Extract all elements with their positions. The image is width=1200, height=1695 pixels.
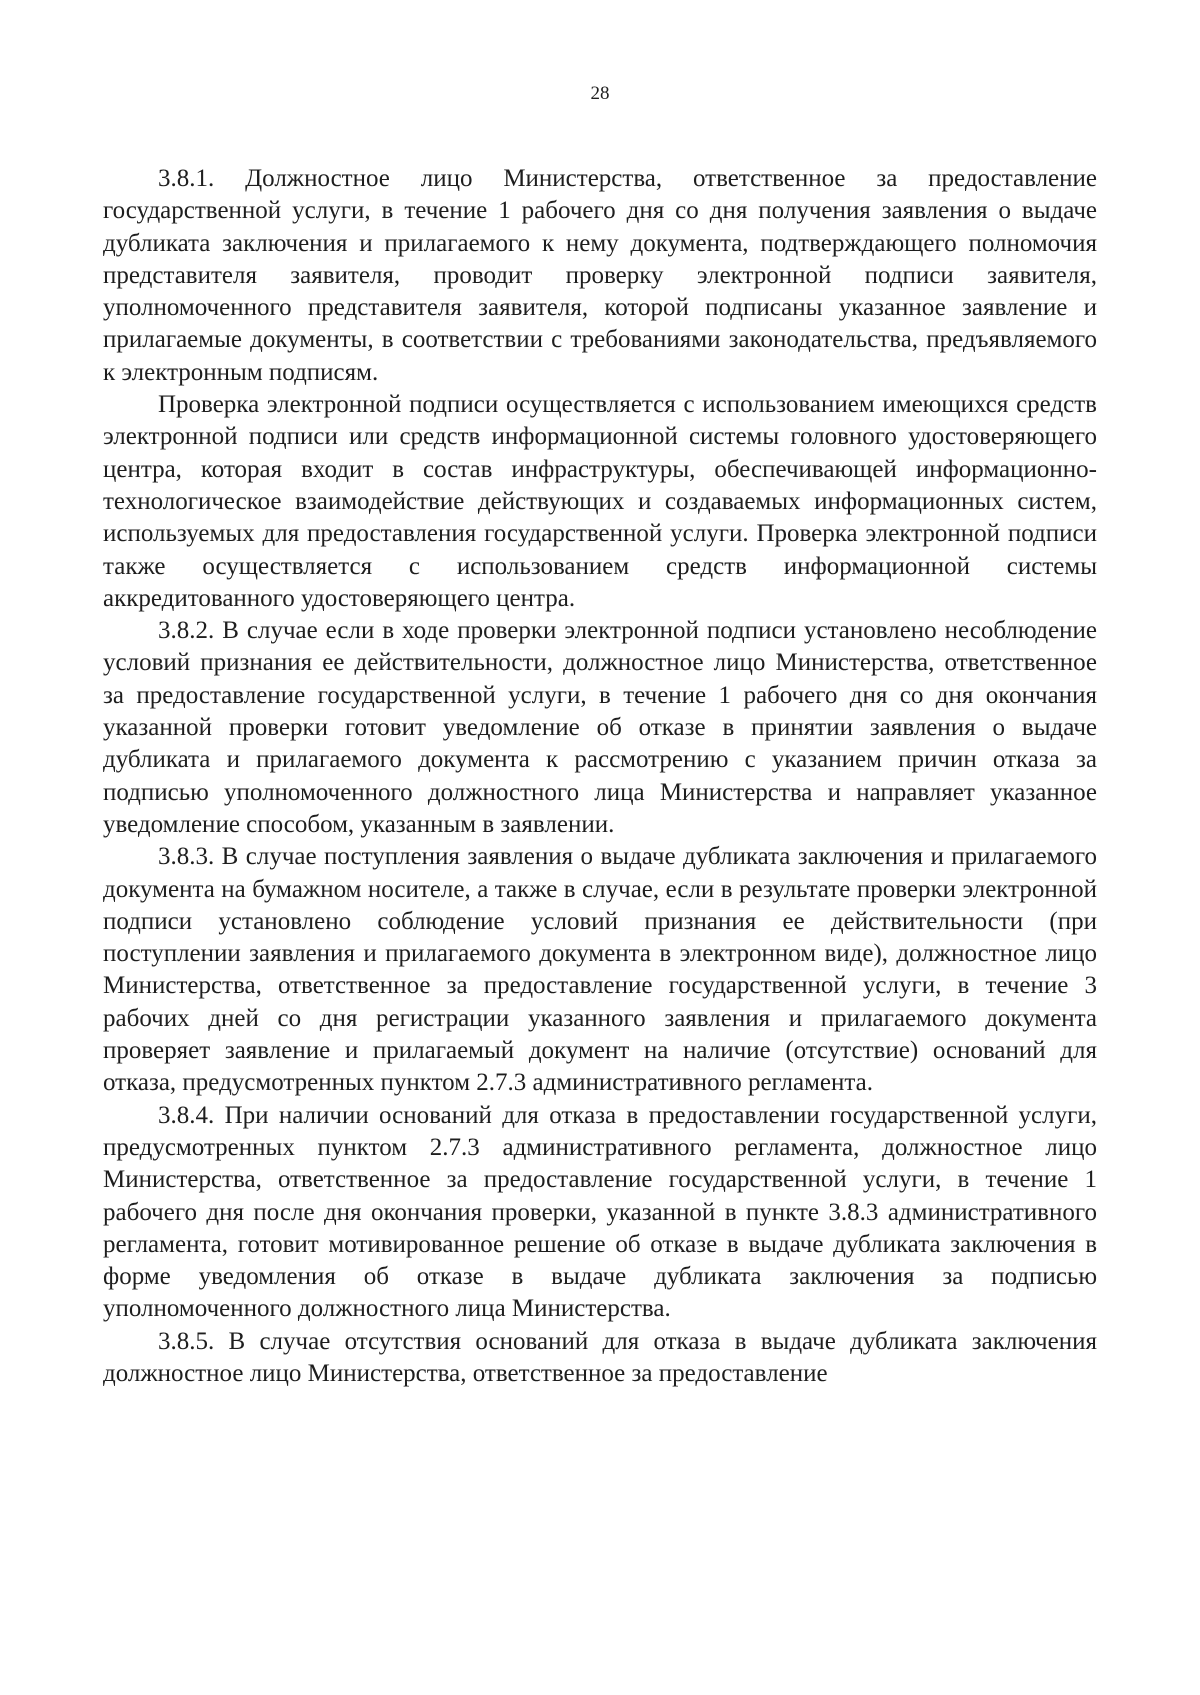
paragraph-signature-check: Проверка электронной подписи осуществляется с использованием имеющихся средств электронной подписи или средств информационной системы головного удостоверяющего центра, которая входит в состав инфраструктуры, обеспечивающей информационно-технологическое взаимодействие действующих и создаваемых информационных систем, используемых для предоставления государственной услуги. Проверка электронной подписи также осуществляется с использованием средств информационной системы аккредитованного удостоверяющего центра. xyxy=(103,391,1097,612)
page-number: 28 xyxy=(590,83,610,104)
document-body xyxy=(103,163,1097,1390)
paragraph-3-8-4: 3.8.4. При наличии оснований для отказа в предоставлении государственной услуги, предусмотренных пунктом 2.7.3 административного регламента, должностное лицо Министерства, ответственное за предоставление государственной услуги, в течение 1 рабочего дня после дня окончания проверки, указанной в пункте 3.8.3 административного регламента, готовит мотивированное решение об отказе в выдаче дубликата заключения в форме уведомления об отказе в выдаче дубликата заключения за подписью уполномоченного должностного лица Министерства. xyxy=(103,1101,1097,1323)
paragraph-3-8-3: 3.8.3. В случае поступления заявления о выдаче дубликата заключения и прилагаемого документа на бумажном носителе, а также в случае, если в результате проверки электронной подписи установлено соблюдение условий признания ее действительности (при поступлении заявления и прилагаемого документа в электронном виде), должностное лицо Министерства, ответственное за предоставление государственной услуги, в течение 3 рабочих дней со дня регистрации указанного заявления и прилагаемого документа проверяет заявление и прилагаемый документ на наличие (отсутствие) оснований для отказа, предусмотренных пунктом 2.7.3 административного регламента. xyxy=(103,843,1097,1097)
paragraph-3-8-2: 3.8.2. В случае если в ходе проверки электронной подписи установлено несоблюдение условий признания ее действительности, должностное лицо Министерства, ответственное за предоставление государственной услуги, в течение 1 рабочего дня со дня окончания указанной проверки готовит уведомление об отказе в принятии заявления о выдаче дубликата и прилагаемого документа к рассмотрению с указанием причин отказа за подписью уполномоченного должностного лица Министерства и направляет указанное уведомление способом, указанным в заявлении. xyxy=(103,617,1097,838)
paragraph-3-8-1: 3.8.1. Должностное лицо Министерства, ответственное за предоставление государственной услуги, в течение 1 рабочего дня со дня получения заявления о выдаче дубликата заключения и прилагаемого к нему документа, подтверждающего полномочия представителя заявителя, проводит проверку электронной подписи заявителя, уполномоченного представителя заявителя, которой подписаны указанное заявление и прилагаемые документы, в соответствии с требованиями законодательства, предъявляемого к электронным подписям. xyxy=(103,165,1097,386)
paragraph-3-8-5: 3.8.5. В случае отсутствия оснований для отказа в выдаче дубликата заключения должностное лицо Министерства, ответственное за предоставление xyxy=(103,1327,1097,1387)
